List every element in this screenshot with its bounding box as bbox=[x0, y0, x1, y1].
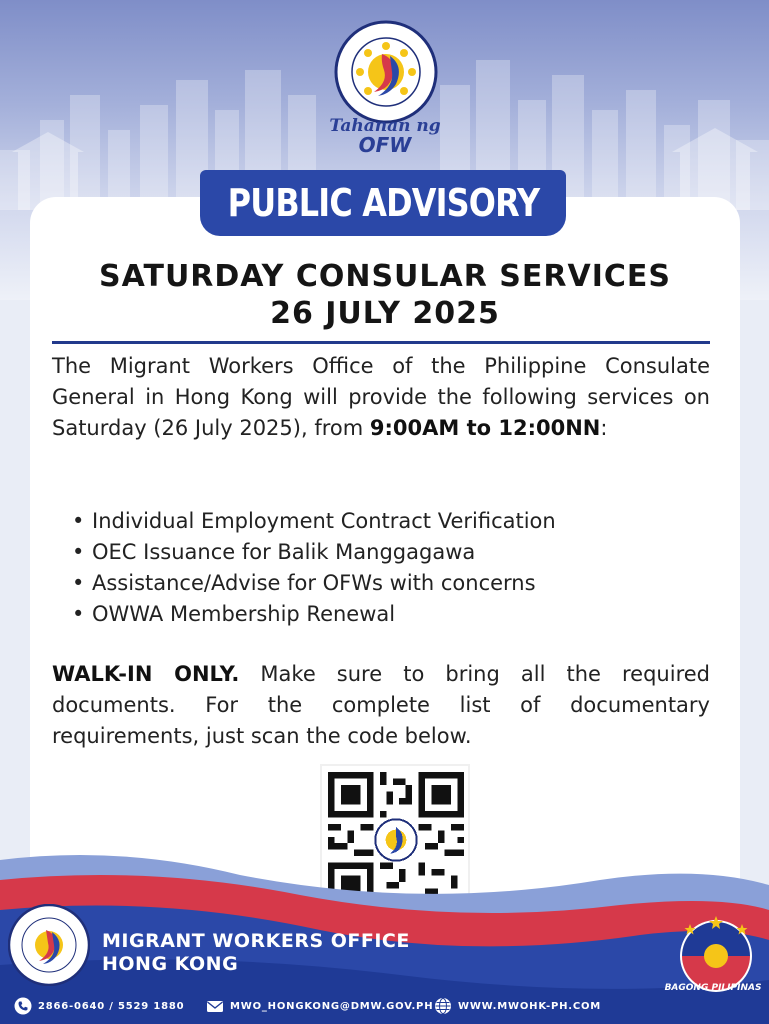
globe-icon bbox=[434, 997, 452, 1015]
contact-email[interactable] bbox=[206, 997, 433, 1015]
walkin-text: Make sure to bring all the required documents. For the complete list of documentary requirements, just scan the code below. bbox=[52, 662, 710, 748]
service-item: • Assistance/Advise for OFWs with concerns bbox=[72, 568, 712, 599]
service-item: • Individual Employment Contract Verification bbox=[72, 506, 712, 537]
envelope-icon bbox=[206, 997, 224, 1015]
service-hours: 9:00AM to 12:00NN bbox=[369, 416, 601, 440]
office-line2: HONG KONG bbox=[102, 953, 239, 975]
phone-number: 2866-0640 / 5529 1880 bbox=[38, 1000, 185, 1012]
divider bbox=[52, 341, 710, 344]
walkin-paragraph bbox=[52, 659, 710, 752]
contact-phone[interactable] bbox=[14, 997, 184, 1015]
tagline-line2: OFW bbox=[358, 133, 412, 157]
service-item: • OEC Issuance for Balik Manggagawa bbox=[72, 537, 712, 568]
hours-suffix: : bbox=[600, 416, 608, 440]
tagline-line1: Tahanan ng bbox=[329, 116, 441, 136]
walkin-label: WALK-IN ONLY. bbox=[52, 662, 240, 686]
intro-paragraph bbox=[52, 351, 710, 444]
website-url: WWW.MWOHK-PH.COM bbox=[458, 1000, 602, 1012]
office-name bbox=[102, 930, 410, 976]
public-advisory-banner bbox=[200, 170, 566, 236]
bagong-pilipinas-label: BAGONG PILIPINAS bbox=[664, 983, 762, 993]
intro-text: The Migrant Workers Office of the Philippine Consulate General in Hong Kong will provide the following services on Saturday (26 July 2025), from bbox=[52, 354, 710, 440]
mwo-hong-kong-seal-logo bbox=[8, 904, 90, 986]
service-item: • OWWA Membership Renewal bbox=[72, 599, 712, 630]
dmw-seal-logo bbox=[334, 20, 438, 124]
services-list bbox=[72, 506, 712, 630]
phone-icon bbox=[14, 997, 32, 1015]
tagline bbox=[300, 118, 470, 155]
email-address: MWO_HONGKONG@DMW.GOV.PH bbox=[230, 1000, 434, 1012]
headline-line1: SATURDAY CONSULAR SERVICES bbox=[98, 259, 671, 294]
office-line1: MIGRANT WORKERS OFFICE bbox=[102, 930, 410, 952]
advisory-headline bbox=[30, 258, 740, 332]
headline-line2: 26 JULY 2025 bbox=[270, 296, 500, 331]
banner-title: PUBLIC ADVISORY bbox=[227, 181, 539, 225]
contact-website[interactable] bbox=[434, 997, 601, 1015]
